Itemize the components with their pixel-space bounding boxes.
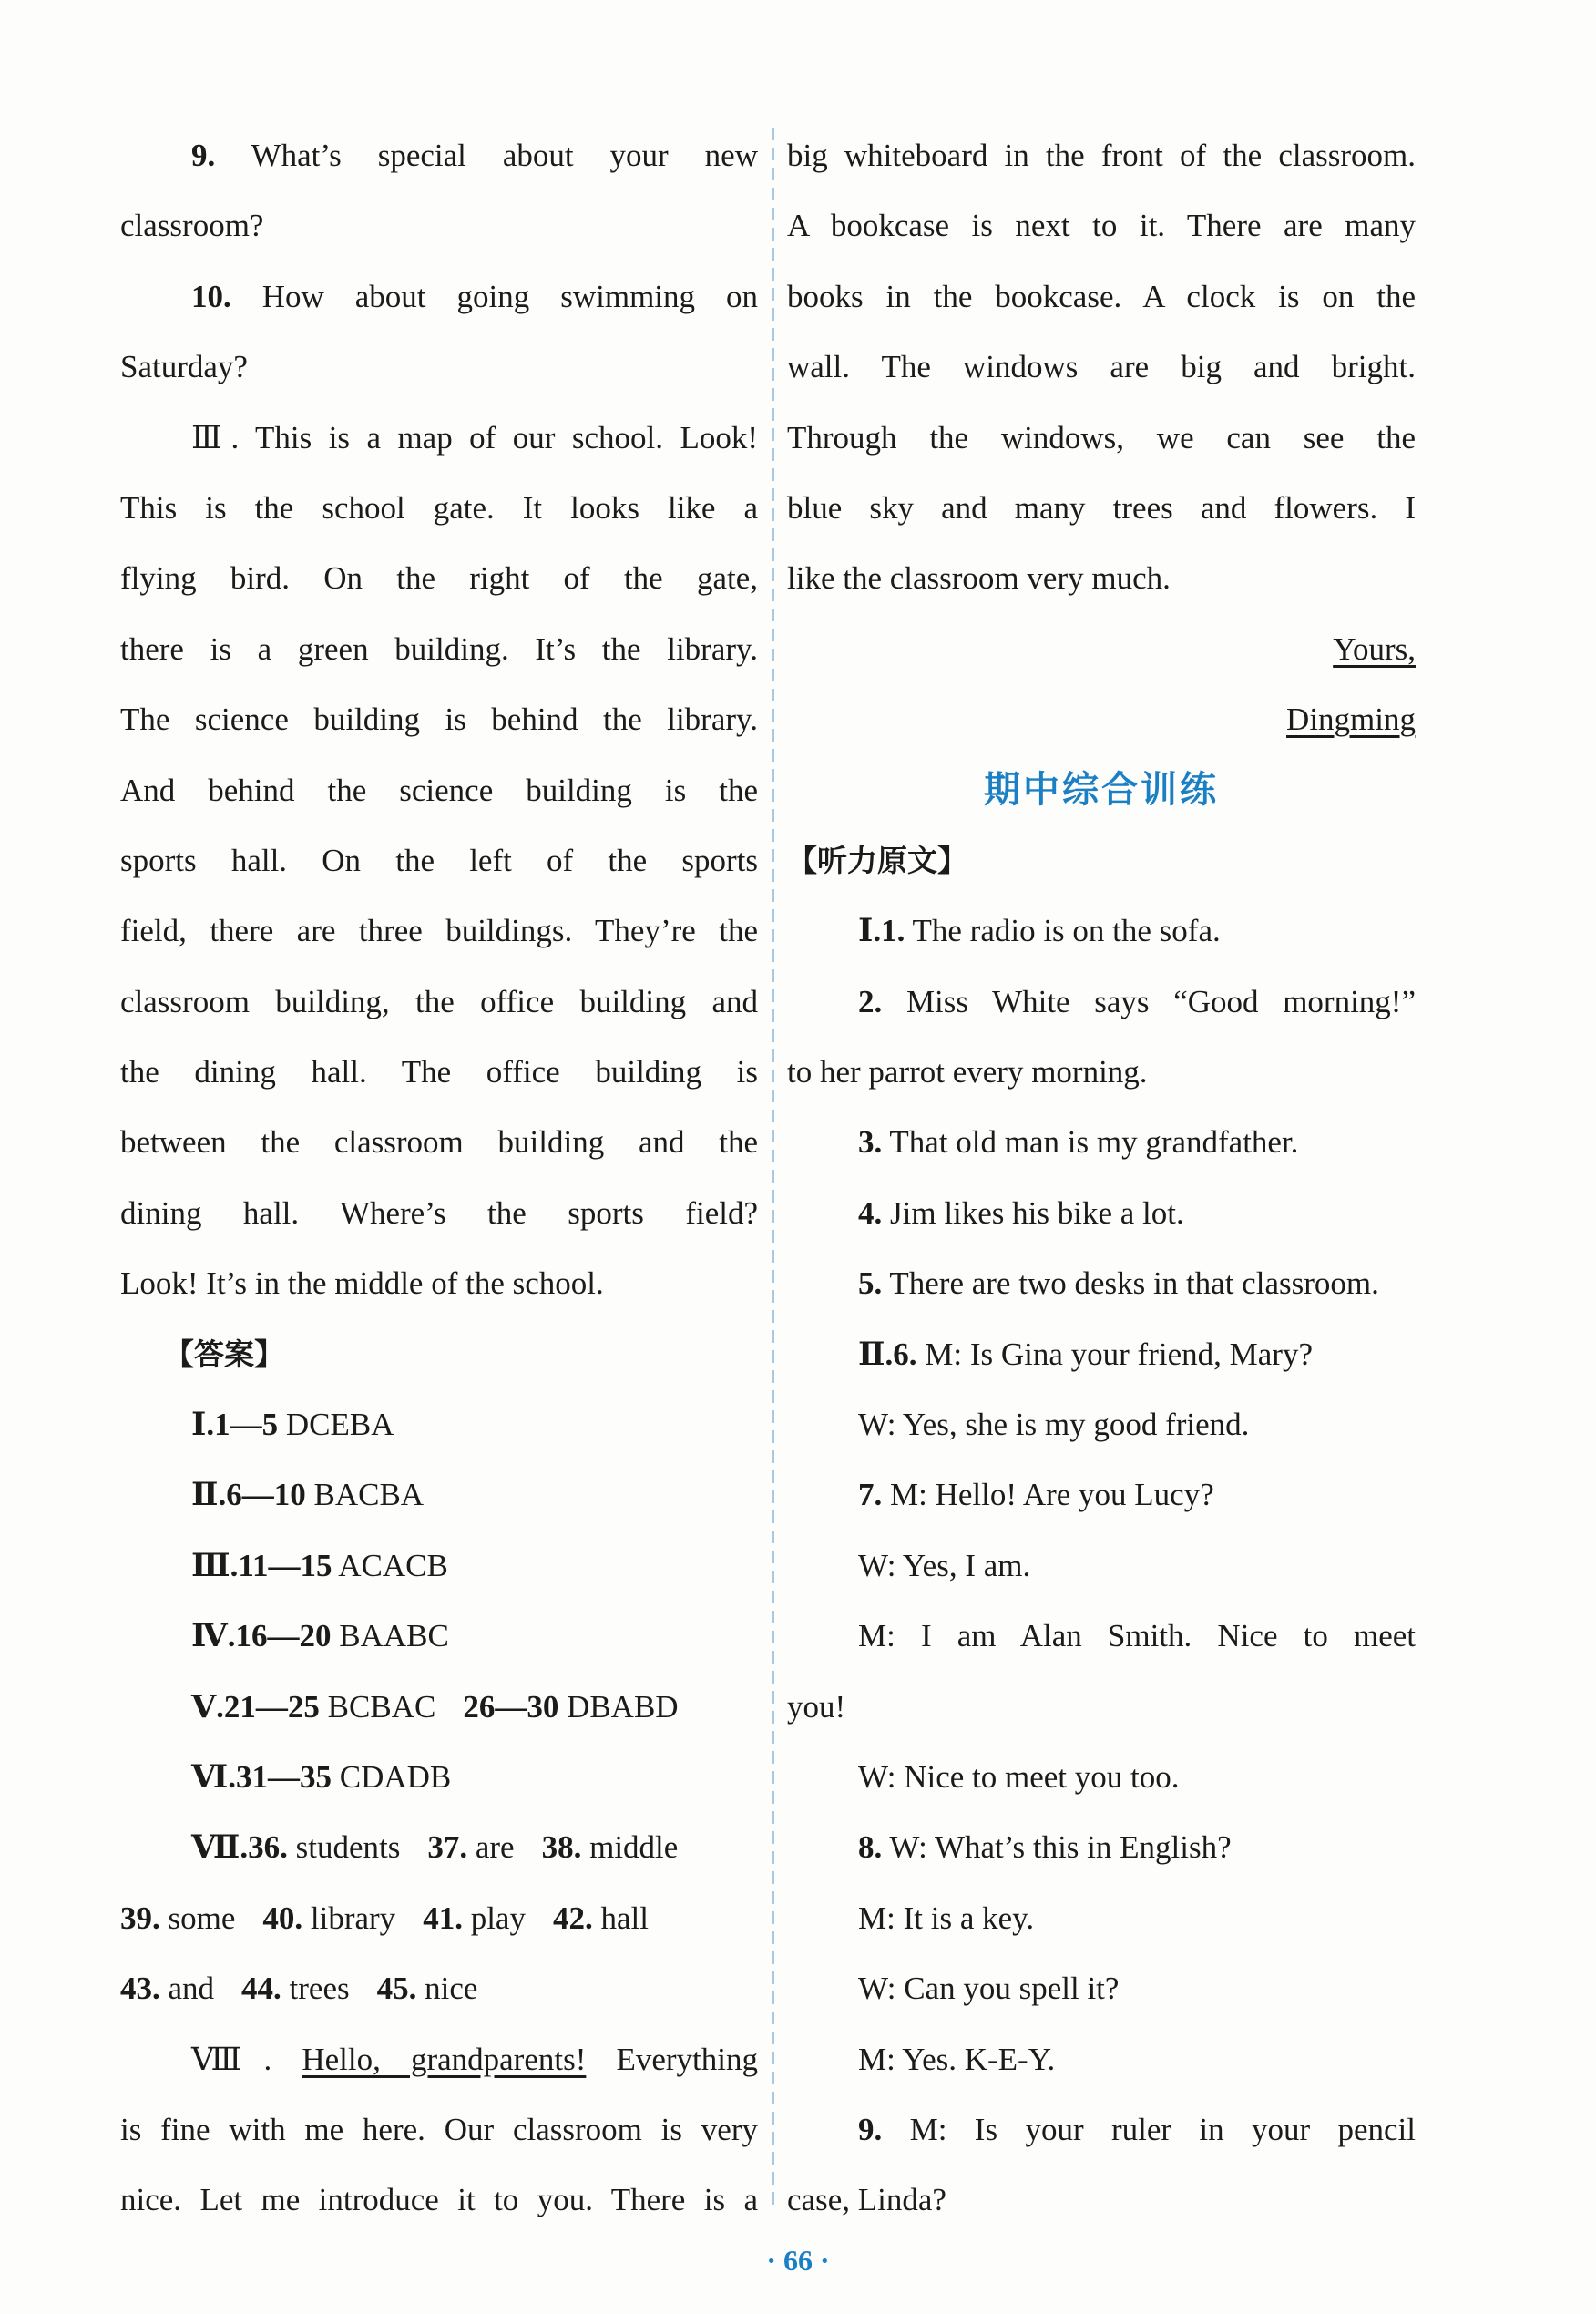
page-number: · 66 ·: [766, 2244, 830, 2277]
text-line: like the classroom very much.: [787, 560, 1171, 597]
letter-closing: Yours,: [1333, 630, 1416, 667]
answer-row: Ⅱ.6—10 BACBA: [191, 1477, 425, 1513]
text-line: between the classroom building and the: [120, 1124, 758, 1161]
answer-row: 43. and 44. trees 45. nice: [120, 1971, 478, 2007]
dialogue-line: M: I am Alan Smith. Nice to meet: [858, 1618, 1416, 1654]
dialogue-7: 7. M: Hello! Are you Lucy?: [858, 1477, 1214, 1513]
dialogue-9: 9. M: Is your ruler in your pencil: [858, 2111, 1416, 2147]
text-line: This is the school gate. It looks like a: [120, 489, 758, 526]
section-title: 期中综合训练: [984, 768, 1219, 811]
listening-item: Ⅰ.1. The radio is on the sofa.: [858, 913, 1221, 949]
question-10: 10. How about going swimming on: [191, 278, 758, 314]
text-line: big whiteboard in the front of the classroom.: [787, 138, 1416, 173]
text-line: you!: [787, 1688, 846, 1725]
text-line: the dining hall. The office building is: [120, 1054, 758, 1090]
listening-item: 5. There are two desks in that classroom.: [858, 1265, 1379, 1302]
text-line: sports hall. On the left of the sports: [120, 842, 758, 878]
text-line: A bookcase is next to it. There are many: [787, 208, 1416, 244]
answer-row: Ⅵ.31—35 CDADB: [191, 1758, 452, 1795]
dialogue-6: Ⅱ.6. M: Is Gina your friend, Mary?: [858, 1336, 1313, 1372]
text-line: nice. Let me introduce it to you. There is a: [120, 2182, 758, 2218]
dialogue-line: W: Can you spell it?: [858, 1971, 1120, 2007]
text-line: is fine with me here. Our classroom is very: [120, 2111, 758, 2147]
text-line: And behind the science building is the: [120, 772, 758, 808]
left-column: [120, 120, 758, 2236]
right-column: [787, 120, 1416, 2236]
answers-heading: 【答案】: [164, 1336, 284, 1372]
dialogue-8: 8. W: What’s this in English?: [858, 1829, 1232, 1866]
text-line: to her parrot every morning.: [787, 1054, 1148, 1090]
text-line: classroom?: [120, 208, 264, 244]
answer-row: Ⅴ.21—25 BCBAC 26—30 DBABD: [191, 1688, 679, 1725]
text-line: blue sky and many trees and flowers. I: [787, 489, 1416, 526]
dialogue-line: W: Yes, she is my good friend.: [858, 1407, 1250, 1443]
column-divider: [772, 128, 774, 2205]
listening-heading: 【听力原文】: [787, 842, 967, 878]
text-line: The science building is behind the library.: [120, 701, 758, 738]
text-line: dining hall. Where’s the sports field?: [120, 1194, 758, 1231]
text-line: Through the windows, we can see the: [787, 419, 1416, 456]
answer-row: Ⅰ.1—5 DCEBA: [191, 1407, 394, 1443]
letter-signature: Dingming: [1286, 701, 1416, 738]
text-line: Saturday?: [120, 349, 248, 385]
question-9: 9. What’s special about your new: [191, 138, 758, 173]
text-line: books in the bookcase. A clock is on the: [787, 278, 1416, 314]
text-line: flying bird. On the right of the gate,: [120, 560, 758, 597]
text-line: case, Linda?: [787, 2182, 946, 2218]
dialogue-line: W: Yes, I am.: [858, 1547, 1031, 1583]
text-line: Look! It’s in the middle of the school.: [120, 1265, 604, 1302]
text-line: there is a green building. It’s the library.: [120, 630, 758, 667]
listening-item: 4. Jim likes his bike a lot.: [858, 1194, 1184, 1231]
listening-item: 2. Miss White says “Good morning!”: [858, 983, 1417, 1019]
text-line: field, there are three buildings. They’re the: [120, 913, 758, 949]
answer-row: Ⅲ.11—15 ACACB: [191, 1547, 448, 1583]
letter-start: Ⅷ. Hello, grandparents! Everything: [191, 2041, 759, 2077]
listening-item: 3. That old man is my grandfather.: [858, 1124, 1299, 1161]
dialogue-line: M: It is a key.: [858, 1899, 1035, 1936]
text-line: wall. The windows are big and bright.: [787, 349, 1416, 385]
text-line: classroom building, the office building and: [120, 983, 758, 1019]
answer-row: Ⅳ.16—20 BAABC: [191, 1618, 449, 1654]
dialogue-line: W: Nice to meet you too.: [858, 1758, 1180, 1795]
answer-row: 39. some 40. library 41. play 42. hall: [120, 1899, 649, 1936]
dialogue-line: M: Yes. K-E-Y.: [858, 2041, 1056, 2077]
answer-row: Ⅶ.36. students 37. are 38. middle: [191, 1829, 679, 1866]
passage-iii-start: Ⅲ. This is a map of our school. Look!: [191, 419, 758, 456]
